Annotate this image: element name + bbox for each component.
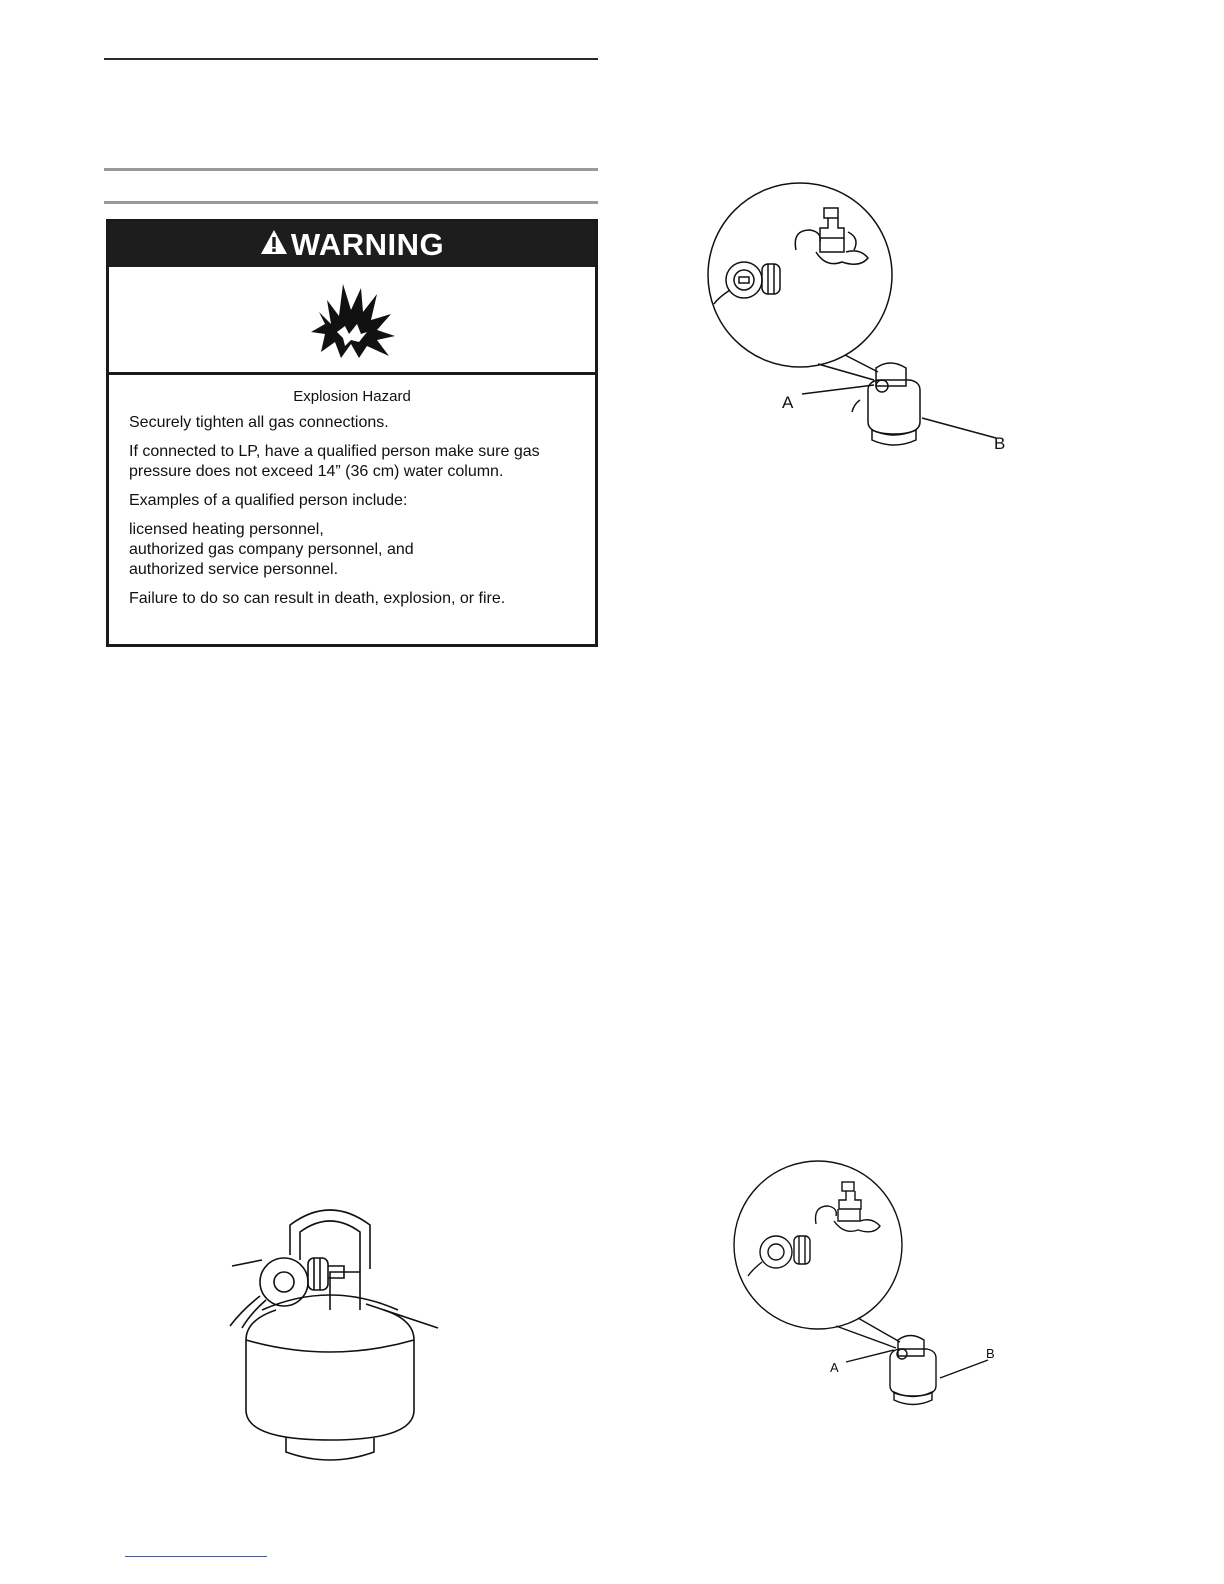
warning-paragraph: Examples of a qualified person include: xyxy=(129,492,408,509)
warning-paragraph: Securely tighten all gas connections. xyxy=(129,414,389,431)
warning-header xyxy=(109,222,595,267)
section-rule-upper xyxy=(104,168,598,171)
lp-tank-detail-illustration xyxy=(700,180,1030,480)
qualified-list-item: authorized gas company personnel, and xyxy=(129,541,414,558)
section-rule-lower xyxy=(104,201,598,204)
warning-box xyxy=(106,219,598,647)
label-a-small: A xyxy=(830,1360,839,1375)
lp-tank-illustration xyxy=(200,1200,460,1470)
figure-lp-tank-regulator xyxy=(200,1200,460,1470)
top-rule xyxy=(104,58,598,60)
label-b: B xyxy=(994,434,1006,453)
warning-text xyxy=(109,388,595,609)
lp-tank-detail-illustration-small xyxy=(728,1160,1028,1420)
qualified-list-item: licensed heating personnel, xyxy=(129,521,324,538)
label-b-small: B xyxy=(986,1346,995,1361)
explosion-icon xyxy=(307,280,397,360)
warning-heading: Explosion Hazard xyxy=(293,388,411,405)
warning-title: WARNING xyxy=(290,226,445,262)
warning-triangle-icon xyxy=(260,229,288,260)
warning-consequence: Failure to do so can result in death, explosion, or fire. xyxy=(129,590,506,607)
warning-icon-area xyxy=(109,267,595,375)
footer-link-underline[interactable] xyxy=(125,1556,267,1557)
warning-paragraph: If connected to LP, have a qualified person make sure gas pressure does not exceed 14” (36 cm) water column. xyxy=(129,443,540,480)
figure-lp-tank-connection-bottom xyxy=(728,1160,1028,1420)
qualified-list-item: authorized service personnel. xyxy=(129,561,339,578)
label-a: A xyxy=(782,393,794,412)
figure-lp-tank-connection-top xyxy=(700,180,1030,480)
